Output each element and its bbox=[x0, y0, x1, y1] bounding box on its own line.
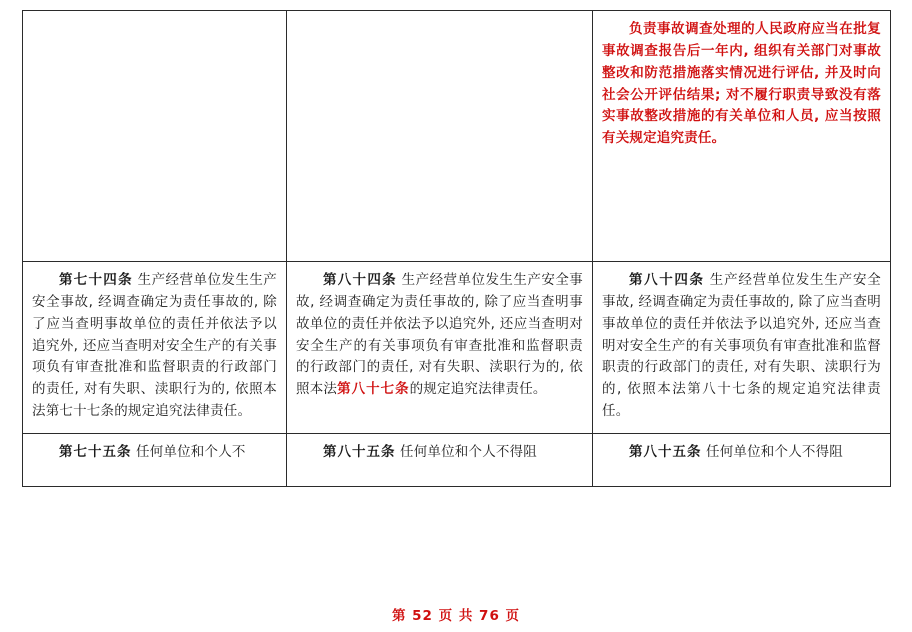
table-row bbox=[23, 11, 891, 262]
cell-article-85-right bbox=[593, 434, 891, 487]
revision-paragraph: 负责事故调查处理的人民政府应当在批复事故调查报告后一年内, 组织有关部门对事故整改和防范措施落实情况进行评估, 并及时向社会公开评估结果; 对不履行职责导致没有落实事故整改措施的有关单位和人员, 应当按照有关规定追究责任。 bbox=[602, 21, 881, 147]
article-body: 任何单位和个人不得阻 bbox=[400, 444, 537, 461]
article-reference-highlight: 第八十七条 bbox=[337, 381, 410, 398]
article-number: 第八十五条 bbox=[629, 444, 702, 461]
footer-middle: 页 共 bbox=[438, 608, 474, 624]
comparison-table bbox=[22, 10, 891, 487]
footer-suffix: 页 bbox=[505, 608, 521, 624]
article-body: 任何单位和个人不 bbox=[136, 444, 246, 461]
article-body: 生产经营单位发生生产安全事故, 经调查确定为责任事故的, 除了应当查明事故单位的责任并依法予以追究外, 还应当查明对安全生产的有关事项负有审查批准和监督职责的行政部门的责任, 对有失职、渎职行为的, 依照本法第八十七条的规定追究法律责任。 bbox=[602, 272, 882, 420]
article-number: 第八十四条 bbox=[323, 272, 397, 288]
table-row bbox=[23, 262, 891, 434]
article-number: 第七十四条 bbox=[59, 272, 133, 288]
footer-current-page: 52 bbox=[412, 608, 433, 624]
article-number: 第七十五条 bbox=[59, 444, 132, 461]
cell-article-84-middle bbox=[287, 262, 593, 434]
article-number: 第八十五条 bbox=[323, 444, 396, 461]
cell-column-c-revision-block bbox=[593, 11, 891, 262]
footer-total-pages: 76 bbox=[479, 608, 500, 624]
table-row bbox=[23, 434, 891, 487]
article-number: 第八十四条 bbox=[629, 272, 705, 288]
footer-prefix: 第 bbox=[391, 608, 407, 624]
page-footer bbox=[0, 604, 912, 624]
article-body-part1: 生产经营单位发生生产安全事故, 经调查确定为责任事故的, 除了应当查明事故单位的责任并依法予以追究外, 还应当查明对安全生产的有关事项负有审查批准和监督职责的行政部门的责任, 对有失职、渎职行为的, 依照本法 bbox=[296, 272, 583, 398]
cell-article-84-right bbox=[593, 262, 891, 434]
cell-article-75 bbox=[23, 434, 287, 487]
article-body: 任何单位和个人不得阻 bbox=[706, 444, 843, 461]
cell-article-85-middle bbox=[287, 434, 593, 487]
cell-article-74 bbox=[23, 262, 287, 434]
cell-column-a-empty bbox=[23, 11, 287, 262]
cell-column-b-empty bbox=[287, 11, 593, 262]
article-body: 生产经营单位发生生产安全事故, 经调查确定为责任事故的, 除了应当查明事故单位的责任并依法予以追究外, 还应当查明对安全生产的有关事项负有审查批准和监督职责的行政部门的责任, 对有失职、渎职行为的, 依照本法第七十七条的规定追究法律责任。 bbox=[32, 272, 278, 420]
article-body-part2: 的规定追究法律责任。 bbox=[409, 381, 547, 398]
